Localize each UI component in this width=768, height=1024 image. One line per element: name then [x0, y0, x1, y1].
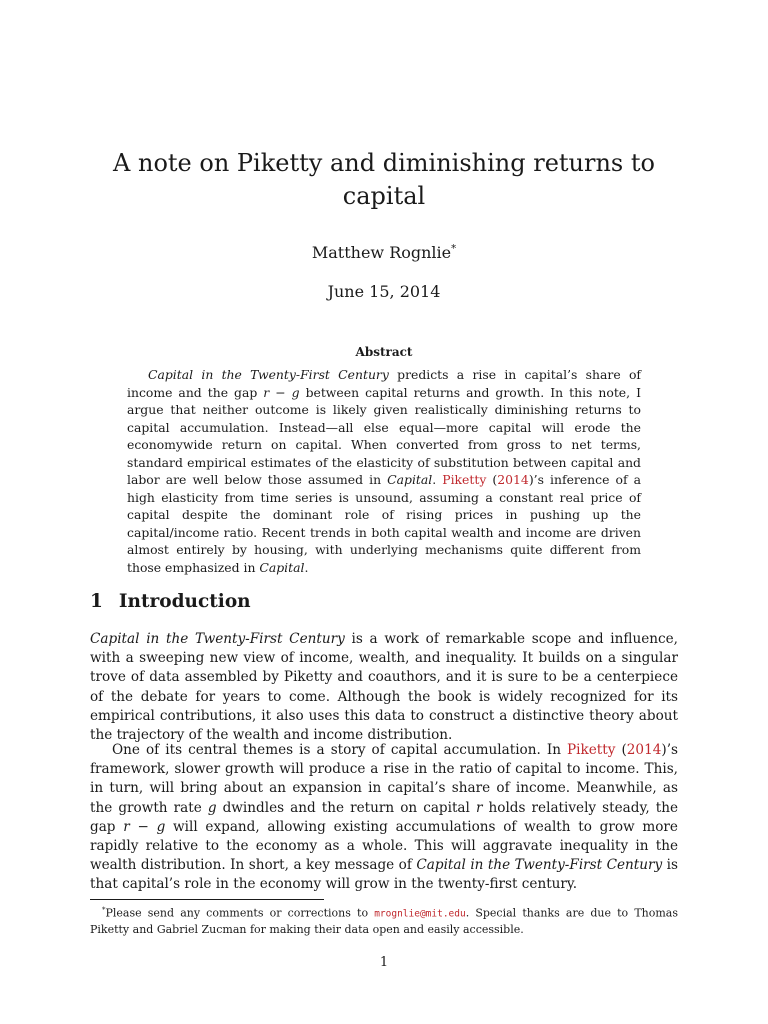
- paper-date: June 15, 2014: [327, 282, 441, 301]
- email-link[interactable]: mrognlie@mit.edu: [374, 908, 466, 920]
- math-g: g: [291, 384, 300, 400]
- intro-paragraph-2: [90, 741, 678, 895]
- abstract-text: [127, 366, 641, 576]
- abstract-segment: .: [304, 559, 309, 575]
- author-footnote-mark[interactable]: *: [451, 243, 457, 255]
- abstract-capital-title: Capital: [259, 559, 305, 575]
- citation-paren: (: [615, 742, 627, 758]
- math-r: r: [475, 799, 483, 816]
- abstract-capital-title: Capital: [387, 472, 433, 487]
- math-g: g: [156, 818, 166, 835]
- abstract-heading: Abstract: [355, 345, 413, 359]
- page-number: 1: [379, 955, 389, 970]
- abstract-segment: predicts a rise in capital’s share of income and the gap: [127, 367, 641, 400]
- citation-paren: ): [528, 472, 534, 487]
- abstract-segment: between capital returns and growth. In this note, I argue that neither outcome is likely given realistically diminishing returns to capital accumulation. Instead—all else equal—more capital will erode the economywide return on capital. When converted from gross to net terms, standard empirical estimates of the elasticity of substitution between capital and labor are well below those assumed in: [127, 384, 641, 487]
- intro-paragraph-1: [90, 630, 678, 745]
- footnote-divider: [90, 899, 324, 900]
- section-title: Introduction: [118, 591, 251, 612]
- citation-author-link[interactable]: Piketty: [442, 472, 487, 487]
- math-r: r: [263, 384, 270, 400]
- footnote-mark: *: [102, 906, 106, 914]
- section-heading: [90, 591, 251, 612]
- math-g: g: [207, 799, 217, 816]
- math-r: r: [123, 818, 130, 835]
- paper-title: A note on Piketty and diminishing returns to capital: [113, 149, 655, 210]
- book-title: Capital in the Twenty-First Century: [416, 857, 663, 874]
- citation-year-link[interactable]: 2014: [626, 742, 662, 758]
- citation-year-link[interactable]: 2014: [497, 472, 529, 487]
- math-minus: −: [129, 818, 157, 835]
- paragraph-segment: One of its central themes is a story of capital accumulation. In: [112, 742, 568, 758]
- paragraph-segment: ’s framework, slower growth will produce a rise in the ratio of capital to income. This, in turn, will bring about an expansion in capital’s share of income. Meanwhile, as the growth rate: [90, 742, 678, 816]
- abstract-segment: ’s inference of a high elasticity from time series is unsound, assuming a constant real price of capital despite the dominant role of rising prices in pushing up the capital/income ratio. Recent trends in both capital wealth and income are driven almost entirely by housing, with underlying mechanisms quite different from those emphasized in: [127, 472, 641, 575]
- citation-author-link[interactable]: Piketty: [567, 742, 616, 758]
- paragraph-segment: will expand, allowing existing accumulations of wealth to grow more rapidly relative to the economy as a whole. This will aggravate inequality in the wealth distribution. In short, a key message of: [90, 818, 678, 874]
- math-minus: −: [269, 384, 292, 400]
- section-number: 1: [90, 591, 103, 612]
- paragraph-segment: dwindles and the return on capital: [216, 799, 476, 816]
- footnote-segment: Please send any comments or corrections to: [105, 906, 375, 920]
- abstract-segment: .: [432, 472, 443, 487]
- citation-paren: (: [486, 472, 498, 487]
- paragraph-segment: is a work of remarkable scope and influence, with a sweeping new view of income, wealth, and inequality. It builds on a singular trove of data assembled by Piketty and coauthors, and it is sure to be a centerpiece of the debate for years to come. Although the book is widely recognized for its empirical contributions, it also uses this data to construct a distinctive theory about the trajectory of the wealth and income distribution.: [90, 631, 678, 744]
- book-title: Capital in the Twenty-First Century: [90, 631, 345, 647]
- abstract-book-title: Capital in the Twenty-First Century: [148, 367, 389, 382]
- footnote: [90, 903, 678, 937]
- author-name: Matthew Rognlie: [311, 243, 452, 262]
- paragraph-segment: is that capital’s role in the economy will grow in the twenty-first century.: [90, 857, 678, 893]
- author-line: [0, 243, 768, 262]
- footnote-segment: . Special thanks are due to Thomas Piketty and Gabriel Zucman for making their data open and easily accessible.: [90, 906, 678, 936]
- paragraph-segment: holds relatively steady, the gap: [90, 799, 678, 835]
- citation-paren: ): [661, 742, 667, 758]
